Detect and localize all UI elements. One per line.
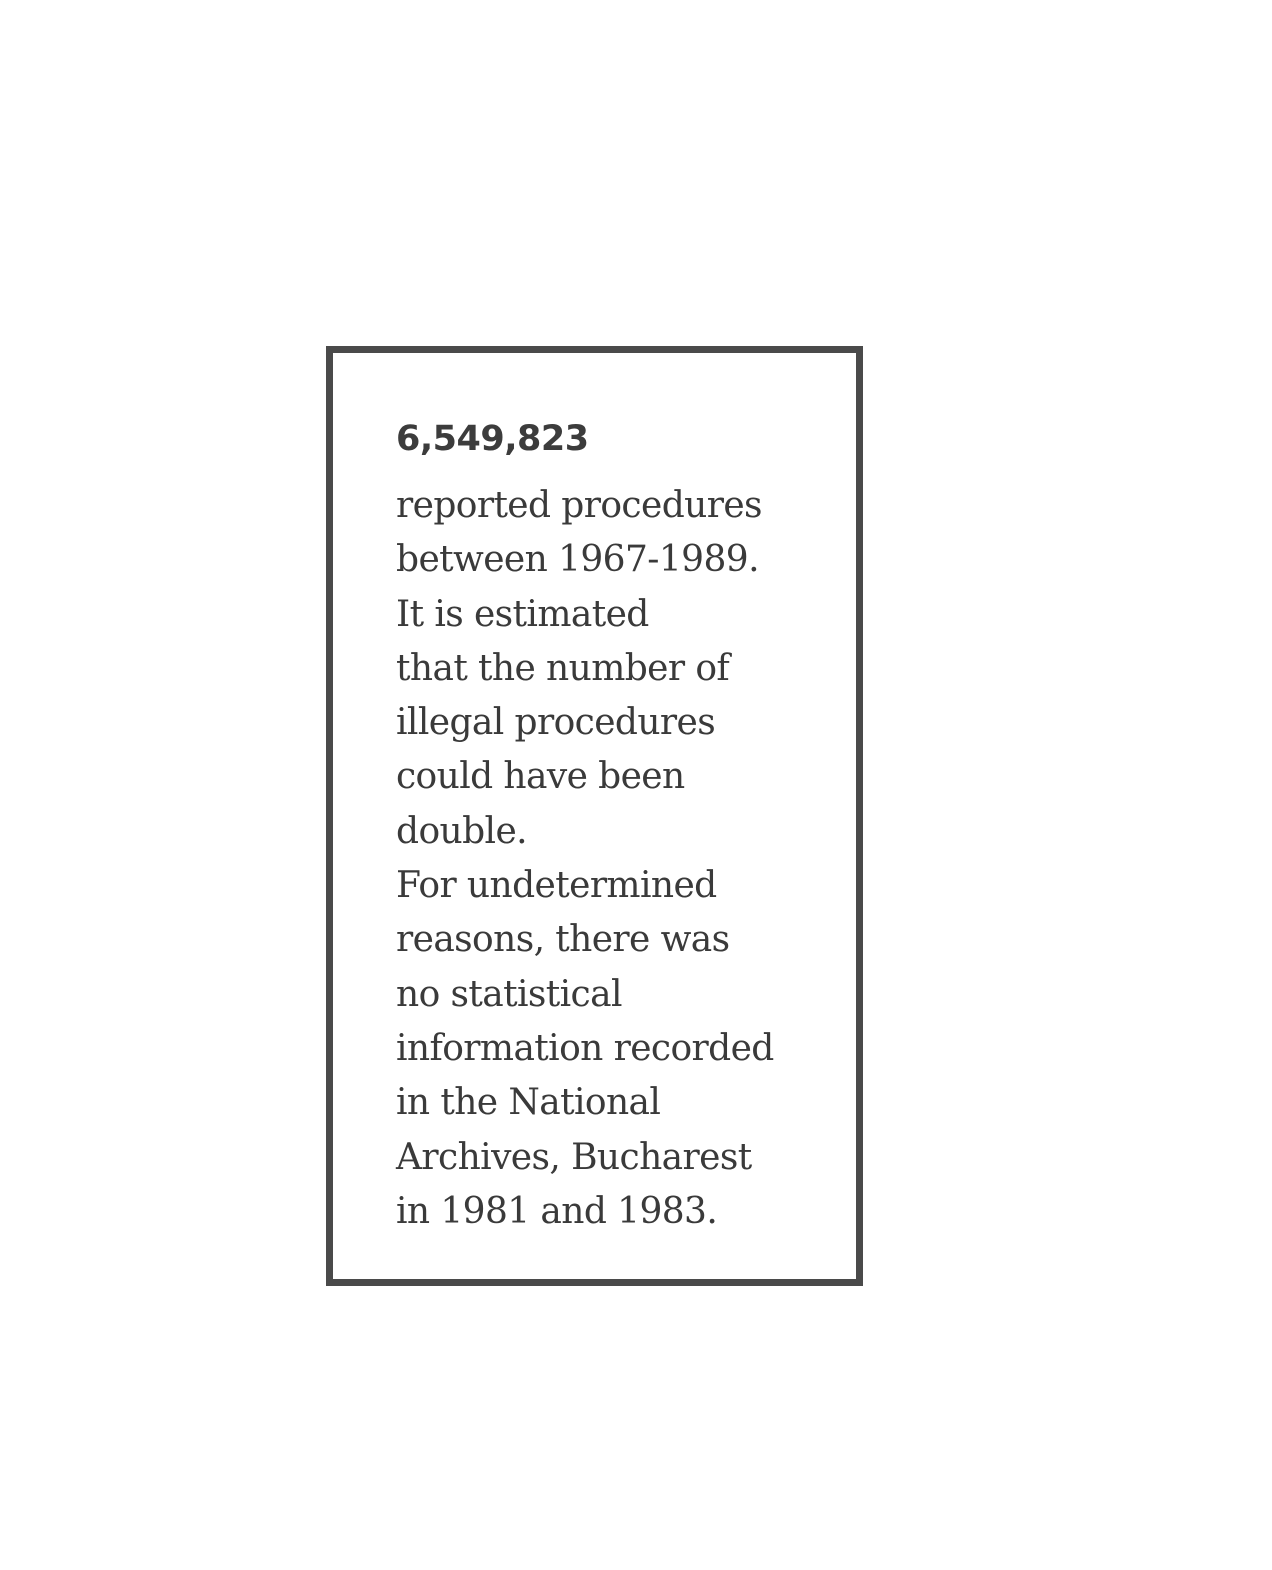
description-line: in the National — [396, 1082, 661, 1124]
description-line: For undetermined — [396, 865, 717, 907]
description-line: in 1981 and 1983. — [396, 1190, 718, 1232]
description-line: between 1967-1989. — [396, 539, 759, 581]
description-line: Archives, Bucharest — [396, 1136, 752, 1178]
description-line: double. — [396, 810, 528, 852]
description-line: reported procedures — [396, 485, 762, 526]
description-line: no statistical — [396, 973, 622, 1015]
description-line: information recorded — [396, 1027, 774, 1069]
description-line: It is estimated — [396, 593, 649, 635]
description-line: reasons, there was — [396, 919, 730, 961]
description-line: could have been — [396, 756, 685, 798]
statistic-description — [396, 479, 774, 1239]
statistic-number: 6,549,823 — [396, 419, 589, 459]
statistic-card — [326, 346, 863, 1286]
description-line: that the number of — [396, 647, 730, 689]
description-line: illegal procedures — [396, 702, 716, 744]
